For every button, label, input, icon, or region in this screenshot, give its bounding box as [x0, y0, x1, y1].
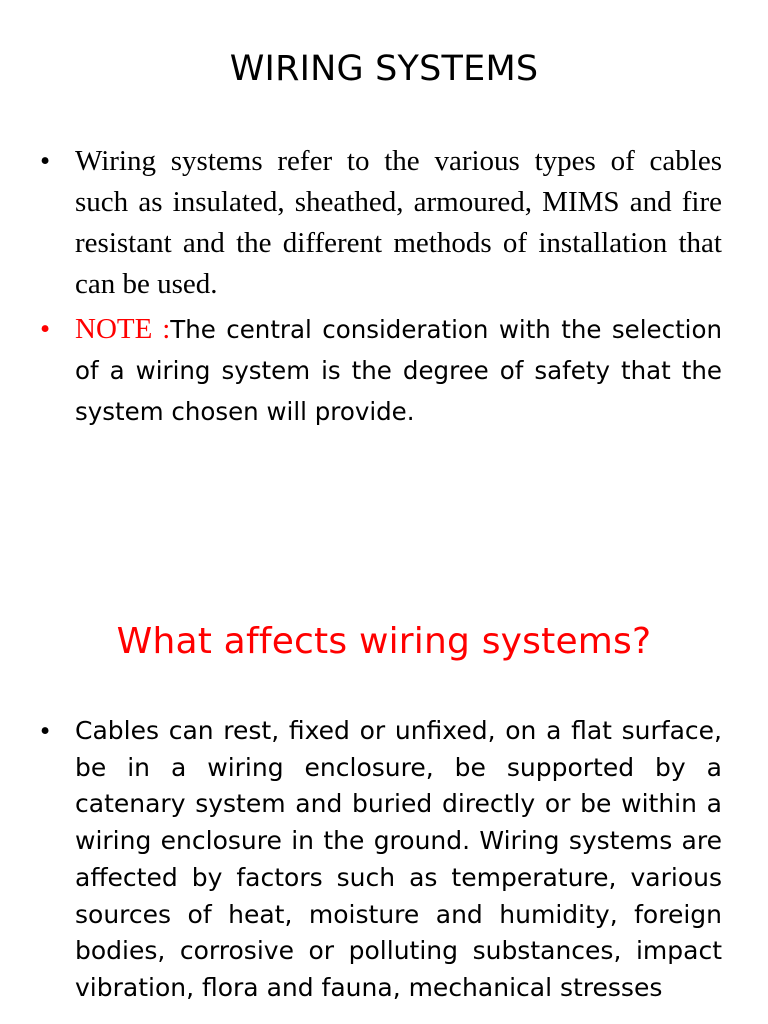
- bullet-item-note: [40, 309, 722, 432]
- bullet-item-factors: [40, 713, 722, 1007]
- bullet-glyph: •: [40, 313, 51, 345]
- slide-title: WIRING SYSTEMS: [229, 49, 539, 89]
- note-label: NOTE :: [75, 313, 171, 345]
- bullet-glyph: •: [40, 715, 51, 747]
- slide-what-affects: [0, 600, 768, 1024]
- bullet-glyph: •: [40, 145, 51, 177]
- bullet-list: [40, 713, 722, 1007]
- bullet-text: Cables can rest, fixed or unfixed, on a flat surface, be in a wiring enclosure, be supported by a catenary system and buried directly or be within a wiring enclosure in the ground. Wiring systems are affected by factors such as temperature, various sources of heat, moisture and humidity, foreign bodies, corrosive or polluting substances, impact vibration, flora and fauna, mechanical stresses: [75, 716, 722, 1002]
- bullet-text: Wiring systems refer to the various types of cables such as insulated, sheathed, armoured, MIMS and fire resistant and the different methods of installation that can be used.: [75, 145, 722, 300]
- bullet-list: [40, 141, 722, 432]
- bullet-item-definition: [40, 141, 722, 305]
- note-text: The central consideration with the selection of a wiring system is the degree of safety that the system chosen will provide.: [75, 315, 722, 426]
- slide-wiring-systems: [0, 0, 768, 470]
- slide-title-red: What affects wiring systems?: [116, 621, 652, 662]
